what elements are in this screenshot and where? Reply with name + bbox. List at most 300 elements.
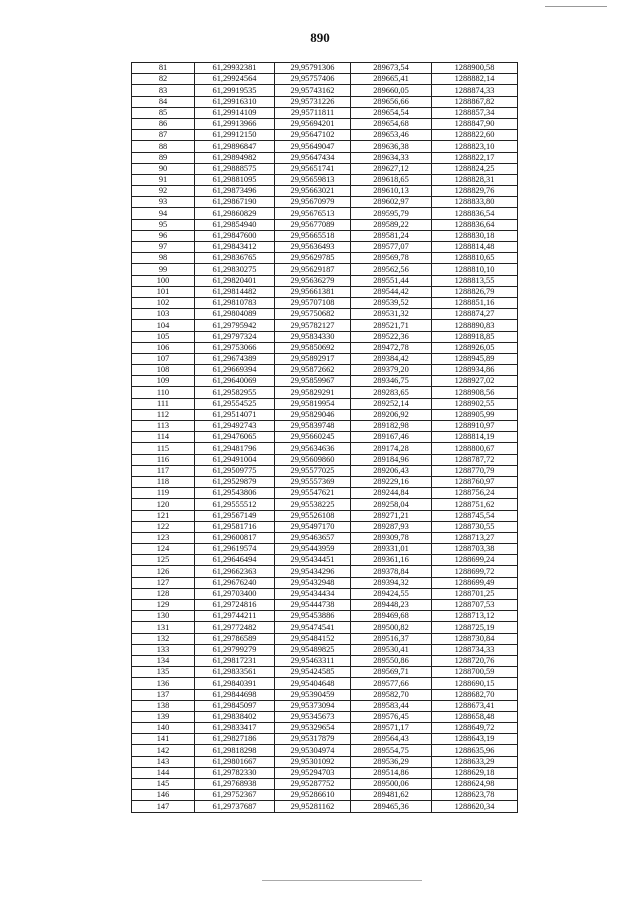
table-cell: 1288918,85 (432, 331, 518, 342)
table-row (132, 532, 518, 543)
table-cell: 289206,92 (351, 409, 432, 420)
table-cell: 61,29827186 (195, 734, 275, 745)
table-row (132, 544, 518, 555)
table-cell: 1288813,55 (432, 275, 518, 286)
table-cell: 289346,75 (351, 376, 432, 387)
table-row (132, 141, 518, 152)
table-row (132, 499, 518, 510)
table-cell: 29,95757406 (275, 74, 351, 85)
table-row (132, 600, 518, 611)
table-cell: 61,29529879 (195, 476, 275, 487)
table-cell: 130 (132, 611, 195, 622)
table-row (132, 723, 518, 734)
table-cell: 134 (132, 655, 195, 666)
table-cell: 289500,06 (351, 779, 432, 790)
table-cell: 1288833,80 (432, 197, 518, 208)
table-cell: 1288734,33 (432, 644, 518, 655)
table-cell: 1288823,10 (432, 141, 518, 152)
table-cell: 1288836,64 (432, 219, 518, 230)
table-cell: 29,95629187 (275, 264, 351, 275)
table-cell: 81 (132, 63, 195, 74)
table-cell: 61,29600817 (195, 532, 275, 543)
table-cell: 95 (132, 219, 195, 230)
table-cell: 29,95707108 (275, 297, 351, 308)
table-row (132, 107, 518, 118)
table-cell: 289379,20 (351, 365, 432, 376)
table-cell: 289610,13 (351, 186, 432, 197)
table-cell: 61,29914109 (195, 107, 275, 118)
table-cell: 61,29801667 (195, 756, 275, 767)
table-cell: 1288623,78 (432, 790, 518, 801)
table-row (132, 465, 518, 476)
table-cell: 1288725,19 (432, 622, 518, 633)
table-cell: 29,95434451 (275, 555, 351, 566)
table-cell: 85 (132, 107, 195, 118)
table-cell: 1288810,65 (432, 253, 518, 264)
table-cell: 61,29836765 (195, 253, 275, 264)
table-cell: 1288814,19 (432, 432, 518, 443)
table-cell: 29,95463311 (275, 655, 351, 666)
table-row (132, 644, 518, 655)
table-cell: 86 (132, 118, 195, 129)
table-cell: 1288703,38 (432, 544, 518, 555)
table-cell: 29,95373094 (275, 700, 351, 711)
table-cell: 91 (132, 174, 195, 185)
table-cell: 29,95547621 (275, 488, 351, 499)
table-cell: 29,95345673 (275, 711, 351, 722)
table-cell: 61,29797324 (195, 331, 275, 342)
table-row (132, 521, 518, 532)
table-row (132, 387, 518, 398)
table-row (132, 588, 518, 599)
table-cell: 1288867,82 (432, 96, 518, 107)
table-cell: 105 (132, 331, 195, 342)
table-row (132, 85, 518, 96)
table-cell: 101 (132, 286, 195, 297)
table-cell: 1288814,48 (432, 242, 518, 253)
table-cell: 1288836,54 (432, 208, 518, 219)
table-cell: 289602,97 (351, 197, 432, 208)
table-cell: 1288620,34 (432, 801, 518, 812)
table-cell: 29,95432948 (275, 577, 351, 588)
table-cell: 29,95663021 (275, 186, 351, 197)
table-cell: 289583,44 (351, 700, 432, 711)
table-cell: 138 (132, 700, 195, 711)
table-cell: 1288890,83 (432, 320, 518, 331)
table-cell: 1288822,17 (432, 152, 518, 163)
table-cell: 143 (132, 756, 195, 767)
table-cell: 145 (132, 779, 195, 790)
table-cell: 289589,22 (351, 219, 432, 230)
table-cell: 29,95526108 (275, 510, 351, 521)
table-row (132, 745, 518, 756)
table-cell: 29,95839748 (275, 421, 351, 432)
table-cell: 122 (132, 521, 195, 532)
table-cell: 99 (132, 264, 195, 275)
table-cell: 29,95670979 (275, 197, 351, 208)
table-cell: 29,95424585 (275, 667, 351, 678)
table-cell: 61,29786589 (195, 633, 275, 644)
table-cell: 289653,46 (351, 130, 432, 141)
table-cell: 61,29492743 (195, 421, 275, 432)
table-row (132, 678, 518, 689)
table-cell: 61,29894982 (195, 152, 275, 163)
table-cell: 29,95819954 (275, 398, 351, 409)
table-cell: 29,95489825 (275, 644, 351, 655)
table-cell: 61,29543806 (195, 488, 275, 499)
table-cell: 1288700,59 (432, 667, 518, 678)
table-cell: 61,29804089 (195, 309, 275, 320)
table-cell: 61,29581716 (195, 521, 275, 532)
page-number: 890 (310, 30, 330, 45)
table-cell: 61,29662363 (195, 566, 275, 577)
table-cell: 1288829,76 (432, 186, 518, 197)
table-cell: 289656,66 (351, 96, 432, 107)
table-cell: 29,95743162 (275, 85, 351, 96)
table-cell: 121 (132, 510, 195, 521)
table-cell: 289521,71 (351, 320, 432, 331)
table-cell: 61,29476065 (195, 432, 275, 443)
table-cell: 289424,55 (351, 588, 432, 599)
table-cell: 1288624,98 (432, 779, 518, 790)
table-cell: 1288874,33 (432, 85, 518, 96)
table-cell: 61,29646494 (195, 555, 275, 566)
table-cell: 137 (132, 689, 195, 700)
table-cell: 87 (132, 130, 195, 141)
table-cell: 289206,43 (351, 465, 432, 476)
table-cell: 29,95659813 (275, 174, 351, 185)
table-cell: 61,29833561 (195, 667, 275, 678)
table-cell: 1288745,54 (432, 510, 518, 521)
table-row (132, 711, 518, 722)
table-row (132, 488, 518, 499)
table-cell: 29,95647434 (275, 152, 351, 163)
table-cell: 1288699,49 (432, 577, 518, 588)
table-cell: 289654,68 (351, 118, 432, 129)
table-cell: 29,95294703 (275, 767, 351, 778)
table-row (132, 510, 518, 521)
table-cell: 128 (132, 588, 195, 599)
table-cell: 1288633,29 (432, 756, 518, 767)
table-cell: 93 (132, 197, 195, 208)
table-cell: 289550,86 (351, 655, 432, 666)
table-cell: 29,95694201 (275, 118, 351, 129)
table-cell: 61,29843412 (195, 242, 275, 253)
table-cell: 84 (132, 96, 195, 107)
table-cell: 61,29752367 (195, 790, 275, 801)
table-cell: 132 (132, 633, 195, 644)
table-cell: 29,95634636 (275, 443, 351, 454)
table-cell: 127 (132, 577, 195, 588)
table-cell: 289229,16 (351, 476, 432, 487)
table-cell: 61,29640069 (195, 376, 275, 387)
table-row (132, 767, 518, 778)
table-cell: 29,95647102 (275, 130, 351, 141)
table-cell: 29,95390459 (275, 689, 351, 700)
table-cell: 289258,04 (351, 499, 432, 510)
table-cell: 1288910,97 (432, 421, 518, 432)
table-cell: 102 (132, 297, 195, 308)
table-cell: 1288673,41 (432, 700, 518, 711)
table-cell: 119 (132, 488, 195, 499)
table-cell: 110 (132, 387, 195, 398)
table-row (132, 219, 518, 230)
table-row (132, 309, 518, 320)
table-row (132, 779, 518, 790)
table-cell: 116 (132, 454, 195, 465)
table-cell: 29,95434434 (275, 588, 351, 599)
table-cell: 126 (132, 566, 195, 577)
table-cell: 61,29753066 (195, 342, 275, 353)
table-cell: 61,29818298 (195, 745, 275, 756)
table-row (132, 398, 518, 409)
table-cell: 29,95329654 (275, 723, 351, 734)
table-cell: 61,29844698 (195, 689, 275, 700)
table-cell: 1288699,72 (432, 566, 518, 577)
table-cell: 289530,41 (351, 644, 432, 655)
table-cell: 1288635,96 (432, 745, 518, 756)
table-cell: 97 (132, 242, 195, 253)
table-cell: 123 (132, 532, 195, 543)
table-cell: 289331,01 (351, 544, 432, 555)
table-cell: 1288751,62 (432, 499, 518, 510)
table-row (132, 622, 518, 633)
table-cell: 1288926,05 (432, 342, 518, 353)
table-cell: 29,95661381 (275, 286, 351, 297)
table-cell: 1288756,24 (432, 488, 518, 499)
table-row (132, 443, 518, 454)
table-cell: 61,29924564 (195, 74, 275, 85)
table-row (132, 230, 518, 241)
table-cell: 289448,23 (351, 600, 432, 611)
table-cell: 289252,14 (351, 398, 432, 409)
table-cell: 1288730,55 (432, 521, 518, 532)
table-cell: 109 (132, 376, 195, 387)
table-cell: 289595,79 (351, 208, 432, 219)
table-cell: 289636,38 (351, 141, 432, 152)
table-cell: 61,29814482 (195, 286, 275, 297)
table-cell: 1288690,15 (432, 678, 518, 689)
table-cell: 29,95287752 (275, 779, 351, 790)
table-cell: 61,29919535 (195, 85, 275, 96)
table-cell: 96 (132, 230, 195, 241)
table-cell: 289627,12 (351, 163, 432, 174)
table-cell: 61,29795942 (195, 320, 275, 331)
table-cell: 289184,96 (351, 454, 432, 465)
table-cell: 29,95577025 (275, 465, 351, 476)
table-cell: 289182,98 (351, 421, 432, 432)
table-cell: 29,95443959 (275, 544, 351, 555)
table-cell: 29,95484152 (275, 633, 351, 644)
table-cell: 289244,84 (351, 488, 432, 499)
table-row (132, 577, 518, 588)
table-cell: 117 (132, 465, 195, 476)
table-cell: 29,95676513 (275, 208, 351, 219)
table-cell: 1288770,79 (432, 465, 518, 476)
table-cell: 61,29491004 (195, 454, 275, 465)
table-cell: 29,95281162 (275, 801, 351, 812)
table-row (132, 320, 518, 331)
table-row (132, 197, 518, 208)
table-cell: 289472,78 (351, 342, 432, 353)
table-cell: 29,95463657 (275, 532, 351, 543)
table-cell: 29,95649047 (275, 141, 351, 152)
table-cell: 29,95711811 (275, 107, 351, 118)
table-cell: 61,29820401 (195, 275, 275, 286)
table-cell: 29,95636279 (275, 275, 351, 286)
table-cell: 289551,44 (351, 275, 432, 286)
table-cell: 1288682,70 (432, 689, 518, 700)
table-cell: 94 (132, 208, 195, 219)
table-cell: 61,29881095 (195, 174, 275, 185)
table-row (132, 700, 518, 711)
table-cell: 111 (132, 398, 195, 409)
table-cell: 147 (132, 801, 195, 812)
table-row (132, 566, 518, 577)
table-cell: 1288720,76 (432, 655, 518, 666)
table-cell: 29,95782127 (275, 320, 351, 331)
table-cell: 133 (132, 644, 195, 655)
table-cell: 289481,62 (351, 790, 432, 801)
table-cell: 120 (132, 499, 195, 510)
table-cell: 1288730,84 (432, 633, 518, 644)
table-cell: 29,95791306 (275, 63, 351, 74)
table-cell: 289564,43 (351, 734, 432, 745)
table-cell: 29,95609860 (275, 454, 351, 465)
table-cell: 289665,41 (351, 74, 432, 85)
table-cell: 29,95660245 (275, 432, 351, 443)
table-cell: 100 (132, 275, 195, 286)
table-cell: 29,95453886 (275, 611, 351, 622)
table-cell: 61,29888575 (195, 163, 275, 174)
table-cell: 131 (132, 622, 195, 633)
table-row (132, 633, 518, 644)
table-cell: 289384,42 (351, 353, 432, 364)
table-cell: 289673,54 (351, 63, 432, 74)
table-row (132, 801, 518, 812)
table-cell: 289514,86 (351, 767, 432, 778)
table-cell: 289539,52 (351, 297, 432, 308)
table-cell: 61,29799279 (195, 644, 275, 655)
table-cell: 29,95497170 (275, 521, 351, 532)
table-cell: 61,29810783 (195, 297, 275, 308)
table-cell: 1288945,89 (432, 353, 518, 364)
table-cell: 61,29912150 (195, 130, 275, 141)
table-cell: 289577,66 (351, 678, 432, 689)
table-cell: 289167,46 (351, 432, 432, 443)
table-cell: 289309,78 (351, 532, 432, 543)
table-cell: 289634,33 (351, 152, 432, 163)
table-row (132, 611, 518, 622)
table-cell: 1288934,86 (432, 365, 518, 376)
table-cell: 61,29554525 (195, 398, 275, 409)
table-cell: 289287,93 (351, 521, 432, 532)
table-cell: 61,29913966 (195, 118, 275, 129)
table-cell: 1288800,67 (432, 443, 518, 454)
table-cell: 1288826,79 (432, 286, 518, 297)
table-row (132, 409, 518, 420)
table-cell: 61,29514071 (195, 409, 275, 420)
table-row (132, 454, 518, 465)
table-cell: 144 (132, 767, 195, 778)
table-cell: 29,95434296 (275, 566, 351, 577)
table-cell: 61,29830275 (195, 264, 275, 275)
table-cell: 29,95834330 (275, 331, 351, 342)
table-cell: 61,29555512 (195, 499, 275, 510)
table-cell: 61,29772482 (195, 622, 275, 633)
table-row (132, 790, 518, 801)
table-cell: 61,29847600 (195, 230, 275, 241)
table-row (132, 253, 518, 264)
table-cell: 1288900,58 (432, 63, 518, 74)
table-row (132, 734, 518, 745)
table-cell: 29,95404648 (275, 678, 351, 689)
table-row (132, 96, 518, 107)
table-cell: 1288643,19 (432, 734, 518, 745)
table-cell: 1288824,25 (432, 163, 518, 174)
table-row (132, 264, 518, 275)
table-cell: 112 (132, 409, 195, 420)
table-cell: 61,29845097 (195, 700, 275, 711)
table-cell: 1288713,27 (432, 532, 518, 543)
table-cell: 61,29896847 (195, 141, 275, 152)
table-cell: 1288830,18 (432, 230, 518, 241)
table-cell: 29,95829291 (275, 387, 351, 398)
table-cell: 1288649,72 (432, 723, 518, 734)
table-row (132, 130, 518, 141)
table-cell: 1288658,48 (432, 711, 518, 722)
table-cell: 129 (132, 600, 195, 611)
table-cell: 61,29674389 (195, 353, 275, 364)
table-cell: 61,29567149 (195, 510, 275, 521)
table-cell: 61,29703400 (195, 588, 275, 599)
table-cell: 61,29932381 (195, 63, 275, 74)
table-cell: 29,95301092 (275, 756, 351, 767)
table-cell: 1288787,72 (432, 454, 518, 465)
table-cell: 289283,65 (351, 387, 432, 398)
table-cell: 29,95557369 (275, 476, 351, 487)
table-row (132, 286, 518, 297)
table-cell: 61,29873496 (195, 186, 275, 197)
table-row (132, 174, 518, 185)
top-rule (545, 6, 607, 7)
table-row (132, 275, 518, 286)
table-row (132, 667, 518, 678)
table-cell: 29,95629785 (275, 253, 351, 264)
table-cell: 61,29737687 (195, 801, 275, 812)
table-cell: 136 (132, 678, 195, 689)
table-cell: 98 (132, 253, 195, 264)
table-row (132, 118, 518, 129)
table-cell: 1288822,60 (432, 130, 518, 141)
table-cell: 61,29838402 (195, 711, 275, 722)
table-cell: 1288851,16 (432, 297, 518, 308)
table-cell: 89 (132, 152, 195, 163)
coordinates-table (131, 62, 518, 813)
table-row (132, 555, 518, 566)
table-cell: 1288629,18 (432, 767, 518, 778)
table-row (132, 331, 518, 342)
table-cell: 103 (132, 309, 195, 320)
table-cell: 107 (132, 353, 195, 364)
table-cell: 125 (132, 555, 195, 566)
table-cell: 29,95474541 (275, 622, 351, 633)
table-cell: 139 (132, 711, 195, 722)
table-cell: 289544,42 (351, 286, 432, 297)
table-cell: 146 (132, 790, 195, 801)
table-cell: 61,29854940 (195, 219, 275, 230)
table-row (132, 297, 518, 308)
